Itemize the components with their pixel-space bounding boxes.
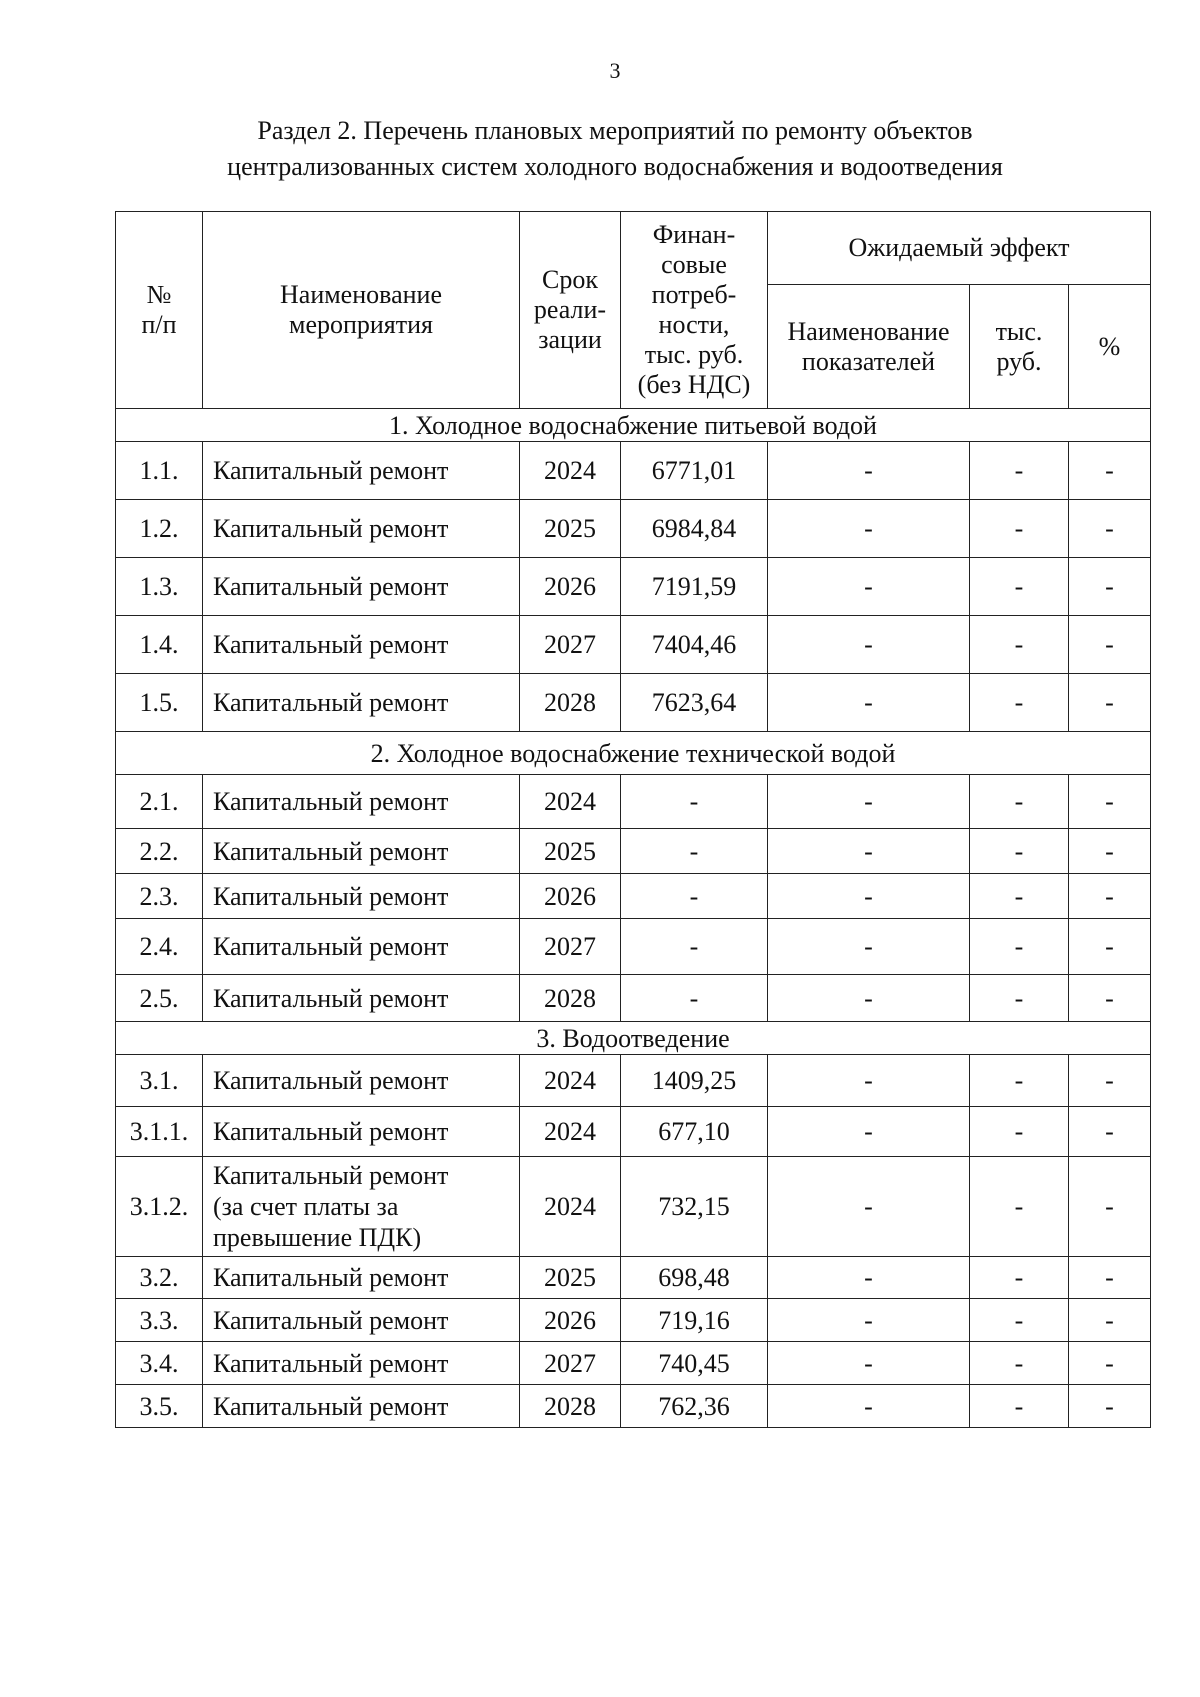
cell-finance: - (621, 975, 768, 1022)
cell-thous: - (970, 616, 1069, 674)
cell-name-line: превышение ПДК) (213, 1223, 422, 1252)
cell-name: Капитальный ремонт (203, 500, 520, 558)
header-indicators-line: Наименование (787, 316, 950, 346)
table-row (116, 1385, 1151, 1428)
cell-thous: - (970, 558, 1069, 616)
cell-thous: - (970, 1157, 1069, 1257)
cell-name: Капитальный ремонт (203, 616, 520, 674)
cell-num: 3.3. (116, 1299, 203, 1342)
header-term (520, 212, 621, 409)
cell-year: 2025 (520, 500, 621, 558)
cell-percent: - (1069, 616, 1151, 674)
table-row (116, 1257, 1151, 1299)
cell-indicator: - (768, 975, 970, 1022)
table-row (116, 674, 1151, 732)
cell-percent: - (1069, 1107, 1151, 1157)
table-row (116, 616, 1151, 674)
table-row (116, 500, 1151, 558)
header-finance-line: ности, (658, 310, 730, 339)
cell-thous: - (970, 674, 1069, 732)
cell-percent: - (1069, 1299, 1151, 1342)
cell-indicator: - (768, 1299, 970, 1342)
cell-indicator: - (768, 674, 970, 732)
cell-name: Капитальный ремонт (203, 874, 520, 919)
table-row (116, 775, 1151, 829)
cell-name: Капитальный ремонт (203, 1257, 520, 1299)
header-finance (621, 212, 768, 409)
cell-name-line: Капитальный ремонт (213, 1161, 449, 1190)
cell-year: 2024 (520, 1107, 621, 1157)
header-name-line: Наименование (280, 280, 442, 309)
cell-num: 3.2. (116, 1257, 203, 1299)
cell-thous: - (970, 500, 1069, 558)
cell-percent: - (1069, 874, 1151, 919)
cell-indicator: - (768, 500, 970, 558)
cell-percent: - (1069, 1055, 1151, 1107)
header-finance-line: (без НДС) (637, 370, 751, 399)
cell-name: Капитальный ремонт (203, 1385, 520, 1428)
table-row (116, 1299, 1151, 1342)
cell-thous: - (970, 1055, 1069, 1107)
group-row (116, 732, 1151, 775)
cell-name: Капитальный ремонт (203, 1342, 520, 1385)
cell-num: 2.4. (116, 919, 203, 975)
cell-thous: - (970, 874, 1069, 919)
cell-finance: - (621, 829, 768, 874)
header-percent: % (1069, 285, 1151, 409)
header-indicators-line: показателей (801, 346, 936, 376)
cell-percent: - (1069, 1257, 1151, 1299)
table-header (116, 212, 1151, 409)
table-row (116, 829, 1151, 874)
cell-finance: 732,15 (621, 1157, 768, 1257)
cell-finance: 719,16 (621, 1299, 768, 1342)
table-row (116, 1157, 1151, 1257)
group-row (116, 409, 1151, 442)
cell-num: 2.1. (116, 775, 203, 829)
cell-indicator: - (768, 1257, 970, 1299)
cell-indicator: - (768, 442, 970, 500)
cell-name: Капитальный ремонт (203, 1055, 520, 1107)
cell-finance: - (621, 775, 768, 829)
cell-name: Капитальный ремонт (203, 975, 520, 1022)
cell-finance: 1409,25 (621, 1055, 768, 1107)
cell-thous: - (970, 1257, 1069, 1299)
cell-year: 2028 (520, 674, 621, 732)
cell-name-line: (за счет платы за (213, 1192, 399, 1221)
cell-year: 2028 (520, 975, 621, 1022)
table-row (116, 1055, 1151, 1107)
cell-num: 3.5. (116, 1385, 203, 1428)
cell-finance: - (621, 874, 768, 919)
cell-percent: - (1069, 775, 1151, 829)
cell-num: 2.5. (116, 975, 203, 1022)
cell-name: Капитальный ремонт (203, 674, 520, 732)
table-row (116, 1107, 1151, 1157)
cell-percent: - (1069, 674, 1151, 732)
cell-name: Капитальный ремонт (203, 442, 520, 500)
cell-percent: - (1069, 1157, 1151, 1257)
cell-year: 2024 (520, 1157, 621, 1257)
cell-num: 1.2. (116, 500, 203, 558)
cell-finance: 7623,64 (621, 674, 768, 732)
header-term-line: зации (538, 325, 602, 354)
cell-thous: - (970, 1299, 1069, 1342)
cell-name: Капитальный ремонт (203, 775, 520, 829)
cell-finance: 698,48 (621, 1257, 768, 1299)
cell-num: 2.3. (116, 874, 203, 919)
header-name (203, 212, 520, 409)
cell-percent: - (1069, 500, 1151, 558)
table-row (116, 919, 1151, 975)
group-row (116, 1022, 1151, 1055)
cell-year: 2024 (520, 1055, 621, 1107)
cell-year: 2024 (520, 775, 621, 829)
cell-thous: - (970, 975, 1069, 1022)
cell-finance: 7404,46 (621, 616, 768, 674)
cell-indicator: - (768, 1107, 970, 1157)
section-title-line-1: Раздел 2. Перечень плановых мероприятий по ремонту объектов (257, 116, 973, 145)
cell-name: Капитальный ремонт (203, 1107, 520, 1157)
cell-percent: - (1069, 558, 1151, 616)
table-row (116, 874, 1151, 919)
cell-indicator: - (768, 1055, 970, 1107)
cell-percent: - (1069, 829, 1151, 874)
cell-num: 3.4. (116, 1342, 203, 1385)
header-thous-rub (970, 285, 1069, 409)
cell-indicator: - (768, 616, 970, 674)
header-num (116, 212, 203, 409)
cell-year: 2025 (520, 1257, 621, 1299)
cell-indicator: - (768, 775, 970, 829)
cell-percent: - (1069, 1385, 1151, 1428)
cell-indicator: - (768, 829, 970, 874)
header-finance-line: совые (661, 250, 727, 279)
table-body (116, 409, 1151, 1428)
header-finance-line: тыс. руб. (644, 340, 744, 369)
cell-finance: 677,10 (621, 1107, 768, 1157)
repair-plan-table (115, 211, 1151, 1428)
cell-num: 1.5. (116, 674, 203, 732)
group-title: 2. Холодное водоснабжение технической водой (116, 732, 1151, 775)
cell-year: 2026 (520, 558, 621, 616)
cell-year: 2027 (520, 919, 621, 975)
cell-thous: - (970, 919, 1069, 975)
cell-indicator: - (768, 1342, 970, 1385)
cell-name: Капитальный ремонт (203, 558, 520, 616)
cell-num: 3.1.1. (116, 1107, 203, 1157)
cell-thous: - (970, 1107, 1069, 1157)
cell-num: 3.1. (116, 1055, 203, 1107)
cell-thous: - (970, 1342, 1069, 1385)
header-indicators (768, 285, 970, 409)
cell-thous: - (970, 442, 1069, 500)
cell-year: 2027 (520, 616, 621, 674)
header-finance-line: Финан- (652, 220, 736, 249)
cell-percent: - (1069, 975, 1151, 1022)
header-expected-effect: Ожидаемый эффект (768, 212, 1151, 285)
cell-finance: 740,45 (621, 1342, 768, 1385)
cell-year: 2027 (520, 1342, 621, 1385)
cell-percent: - (1069, 442, 1151, 500)
cell-year: 2026 (520, 1299, 621, 1342)
cell-finance: 6984,84 (621, 500, 768, 558)
section-title-line-2: централизованных систем холодного водоснабжения и водоотведения (227, 152, 1003, 181)
cell-num: 2.2. (116, 829, 203, 874)
header-finance-line: потреб- (651, 280, 737, 309)
cell-indicator: - (768, 919, 970, 975)
cell-year: 2028 (520, 1385, 621, 1428)
header-name-line: мероприятия (288, 310, 433, 339)
cell-percent: - (1069, 1342, 1151, 1385)
table-row (116, 558, 1151, 616)
header-num-line: № (146, 280, 172, 309)
header-term-line: реали- (533, 295, 607, 324)
cell-finance: 6771,01 (621, 442, 768, 500)
cell-indicator: - (768, 1385, 970, 1428)
cell-name: Капитальный ремонт (203, 829, 520, 874)
cell-name: Капитальный ремонт (203, 919, 520, 975)
cell-finance: - (621, 919, 768, 975)
cell-name: Капитальный ремонт (203, 1299, 520, 1342)
cell-num: 1.1. (116, 442, 203, 500)
group-title: 3. Водоотведение (116, 1022, 1151, 1055)
cell-year: 2025 (520, 829, 621, 874)
cell-indicator: - (768, 874, 970, 919)
table-row (116, 1342, 1151, 1385)
cell-year: 2026 (520, 874, 621, 919)
header-term-line: Срок (542, 265, 598, 294)
cell-indicator: - (768, 1157, 970, 1257)
section-title (60, 113, 1170, 185)
cell-year: 2024 (520, 442, 621, 500)
header-num-line: п/п (141, 310, 177, 339)
group-title: 1. Холодное водоснабжение питьевой водой (116, 409, 1151, 442)
header-thous-line: руб. (996, 346, 1042, 376)
header-thous-line: тыс. (995, 316, 1043, 346)
cell-finance: 7191,59 (621, 558, 768, 616)
cell-finance: 762,36 (621, 1385, 768, 1428)
cell-thous: - (970, 1385, 1069, 1428)
table-row (116, 975, 1151, 1022)
cell-percent: - (1069, 919, 1151, 975)
cell-thous: - (970, 775, 1069, 829)
cell-name (203, 1157, 520, 1257)
cell-thous: - (970, 829, 1069, 874)
cell-indicator: - (768, 558, 970, 616)
cell-num: 3.1.2. (116, 1157, 203, 1257)
page-number: 3 (609, 58, 621, 83)
cell-num: 1.4. (116, 616, 203, 674)
cell-num: 1.3. (116, 558, 203, 616)
table-row (116, 442, 1151, 500)
